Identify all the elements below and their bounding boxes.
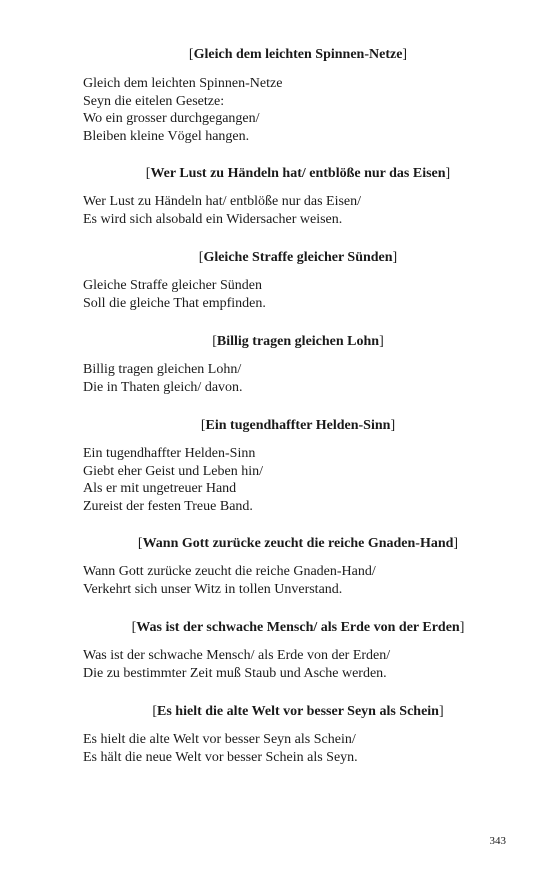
poem-title: [Was ist der schwache Mensch/ als Erde von der Erden] bbox=[131, 620, 465, 635]
poem-line: Seyn die eitelen Gesetze: bbox=[83, 93, 225, 109]
poem-line: Wann Gott zurücke zeucht die reiche Gnaden-Hand/ bbox=[83, 564, 376, 579]
poem-title: [Gleiche Straffe gleicher Sünden] bbox=[198, 250, 398, 265]
poem-line: Als er mit ungetreuer Hand bbox=[83, 481, 237, 496]
poem-title-text: Gleiche Straffe gleicher Sünden bbox=[203, 250, 393, 265]
poem-line: Die zu bestimmter Zeit muß Staub und Asche werden. bbox=[83, 665, 387, 681]
poem-line: Gleiche Straffe gleicher Sünden bbox=[83, 278, 262, 293]
poem-line: Es hält die neue Welt vor besser Schein als Seyn. bbox=[83, 749, 358, 765]
poem-body bbox=[83, 445, 513, 515]
poem-title-text: Billig tragen gleichen Lohn bbox=[216, 334, 380, 349]
poem-line: Es wird sich alsobald ein Widersacher weisen. bbox=[83, 211, 343, 227]
poem-title: [Wer Lust zu Händeln hat/ entblöße nur das Eisen] bbox=[145, 166, 451, 181]
poem-title-text: Wann Gott zurücke zeucht die reiche Gnaden-Hand bbox=[142, 536, 454, 551]
poem-line: Wo ein grosser durchgegangen/ bbox=[83, 111, 260, 126]
poem-line: Die in Thaten gleich/ davon. bbox=[83, 379, 243, 395]
poem-title-text: Wer Lust zu Händeln hat/ entblöße nur das Eisen bbox=[150, 166, 446, 181]
poem-body bbox=[83, 731, 513, 766]
poem-line: Zureist der festen Treue Band. bbox=[83, 498, 253, 514]
poem-line: Verkehrt sich unser Witz in tollen Unverstand. bbox=[83, 581, 343, 597]
poem-line: Was ist der schwache Mensch/ als Erde von der Erden/ bbox=[83, 648, 391, 663]
poem-title: [Es hielt die alte Welt vor besser Seyn als Schein] bbox=[152, 704, 444, 719]
poem-title: [Billig tragen gleichen Lohn] bbox=[212, 334, 384, 349]
poem-line: Es hielt die alte Welt vor besser Seyn als Schein/ bbox=[83, 732, 356, 747]
poem-title-text: Es hielt die alte Welt vor besser Seyn als Schein bbox=[157, 704, 439, 719]
page-number: 343 bbox=[489, 835, 506, 847]
poem-body bbox=[83, 277, 513, 312]
poem-title-text: Gleich dem leichten Spinnen-Netze bbox=[193, 47, 403, 62]
poem-line: Soll die gleiche That empfinden. bbox=[83, 295, 266, 311]
poem-title: [Gleich dem leichten Spinnen-Netze] bbox=[188, 47, 408, 62]
poem-line: Bleiben kleine Vögel hangen. bbox=[83, 128, 250, 144]
poem-body bbox=[83, 647, 513, 682]
poem-body bbox=[83, 75, 513, 145]
poem-line: Giebt eher Geist und Leben hin/ bbox=[83, 463, 264, 479]
poem-title: [Ein tugendhaffter Helden-Sinn] bbox=[200, 418, 396, 433]
poem-body bbox=[83, 563, 513, 598]
poem-title-text: Was ist der schwache Mensch/ als Erde von der Erden bbox=[136, 620, 460, 635]
poem-line: Ein tugendhaffter Helden-Sinn bbox=[83, 446, 256, 461]
poem-title-text: Ein tugendhaffter Helden-Sinn bbox=[205, 418, 391, 433]
poem-title: [Wann Gott zurücke zeucht die reiche Gnaden-Hand] bbox=[137, 536, 459, 551]
poem-body bbox=[83, 361, 513, 396]
poem-body bbox=[83, 193, 513, 228]
poem-line: Gleich dem leichten Spinnen-Netze bbox=[83, 76, 283, 91]
poem-line: Billig tragen gleichen Lohn/ bbox=[83, 362, 242, 377]
poem-line: Wer Lust zu Händeln hat/ entblöße nur das Eisen/ bbox=[83, 194, 362, 209]
